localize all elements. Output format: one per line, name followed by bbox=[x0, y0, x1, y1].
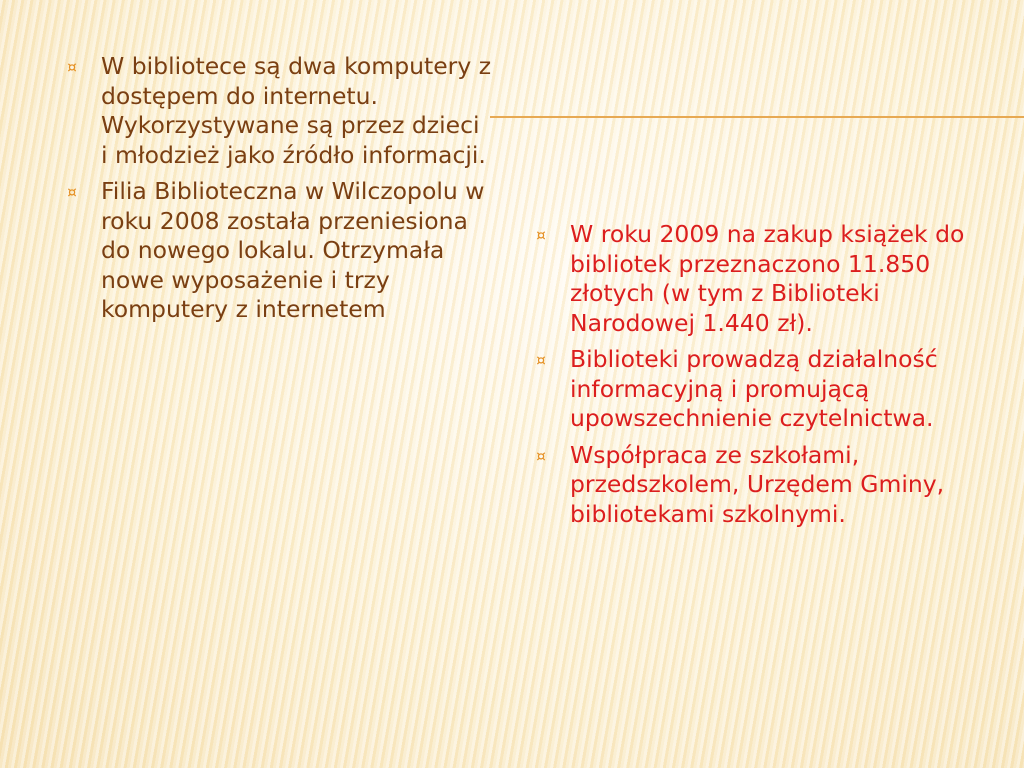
left-bullet-list bbox=[62, 52, 492, 332]
list-item-text: W bibliotece są dwa komputery z dostępem do internetu. Wykorzystywane są przez dzieci i młodzież jako źródło informacji. bbox=[101, 52, 492, 169]
list-item-text: Biblioteki prowadzą działalność informacyjną i promującą upowszechnienie czytelnictwa. bbox=[570, 345, 938, 432]
list-item-text: Filia Biblioteczna w Wilczopolu w roku 2008 została przeniesiona do nowego lokalu. Otrzymała nowe wyposażenie i trzy komputery z internetem bbox=[101, 177, 485, 323]
list-item bbox=[531, 220, 971, 338]
list-item-text: W roku 2009 na zakup książek do bibliotek przeznaczono 11.850 złotych (w tym z Biblioteki Narodowej 1.440 zł). bbox=[570, 220, 965, 337]
right-bullet-list bbox=[531, 220, 971, 536]
list-item bbox=[531, 441, 971, 530]
x-cross-bullet-icon: ¤ bbox=[67, 58, 77, 76]
list-item bbox=[62, 52, 492, 170]
x-cross-bullet-icon: ¤ bbox=[67, 183, 77, 201]
x-cross-bullet-icon: ¤ bbox=[536, 351, 546, 369]
accent-line bbox=[490, 116, 1024, 118]
x-cross-bullet-icon: ¤ bbox=[536, 446, 546, 465]
list-item bbox=[531, 345, 971, 434]
list-item bbox=[62, 177, 492, 325]
list-item-text: Współpraca ze szkołami, przedszkolem, Urzędem Gminy, bibliotekami szkolnymi. bbox=[570, 440, 945, 528]
x-cross-bullet-icon: ¤ bbox=[536, 226, 546, 244]
